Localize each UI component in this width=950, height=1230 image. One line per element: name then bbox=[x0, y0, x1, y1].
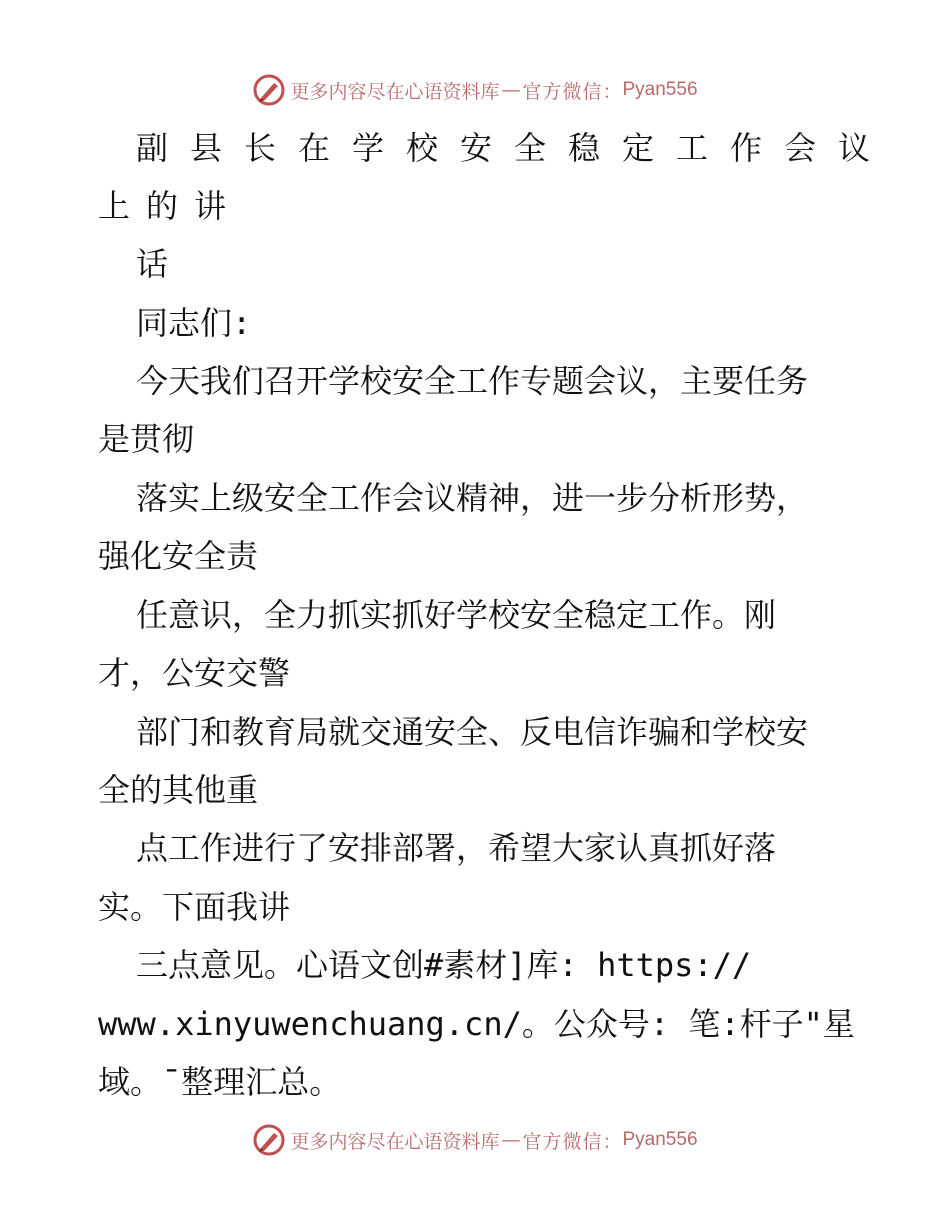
doc-line: 才，公安交警 bbox=[98, 654, 291, 692]
doc-line: 强化安全责 bbox=[98, 537, 259, 575]
footer-banner bbox=[0, 1122, 950, 1158]
doc-salutation: 同志们: bbox=[136, 304, 252, 342]
banner-wechat-label: 官方微信： bbox=[522, 1130, 623, 1153]
doc-line: 点工作进行了安排部署，希望大家认真抓好落 bbox=[136, 829, 777, 867]
pen-logo-icon bbox=[252, 1123, 286, 1157]
banner-wechat-label: 官方微信： bbox=[522, 80, 623, 103]
doc-line: www.xinyuwenchuang.cn/。公众号: 笔:杆子"星 bbox=[98, 1005, 855, 1043]
doc-title-line-1: 副县长在学校安全稳定工作会议 bbox=[136, 129, 893, 167]
banner-wechat-id: Pyan556 bbox=[622, 79, 698, 100]
doc-line: 落实上级安全工作会议精神，进一步分析形势， bbox=[136, 479, 809, 517]
banner-text: 更多内容尽在心语资料库 bbox=[290, 1130, 500, 1153]
doc-line: 域。¯整理汇总。 bbox=[98, 1063, 342, 1101]
banner-text: 更多内容尽在心语资料库 bbox=[290, 80, 500, 103]
banner-separator: — bbox=[501, 1129, 521, 1151]
doc-line: 三点意见。心语文创#素材]库: https:// bbox=[136, 946, 752, 984]
banner-separator: — bbox=[501, 79, 521, 101]
banner-wechat-id: Pyan556 bbox=[622, 1129, 698, 1150]
doc-line: 实。下面我讲 bbox=[98, 888, 291, 926]
doc-line: 部门和教育局就交通安全、反电信诈骗和学校安 bbox=[136, 713, 809, 751]
pen-logo-icon bbox=[252, 73, 286, 107]
doc-line: 全的其他重 bbox=[98, 771, 259, 809]
header-banner bbox=[0, 72, 950, 108]
doc-title-line-3: 话 bbox=[136, 245, 169, 283]
doc-line: 是贯彻 bbox=[98, 420, 195, 458]
doc-line: 任意识，全力抓实抓好学校安全稳定工作。刚 bbox=[136, 596, 777, 634]
doc-line: 今天我们召开学校安全工作专题会议，主要任务 bbox=[136, 362, 809, 400]
doc-title-line-2: 上的讲 bbox=[98, 187, 243, 225]
